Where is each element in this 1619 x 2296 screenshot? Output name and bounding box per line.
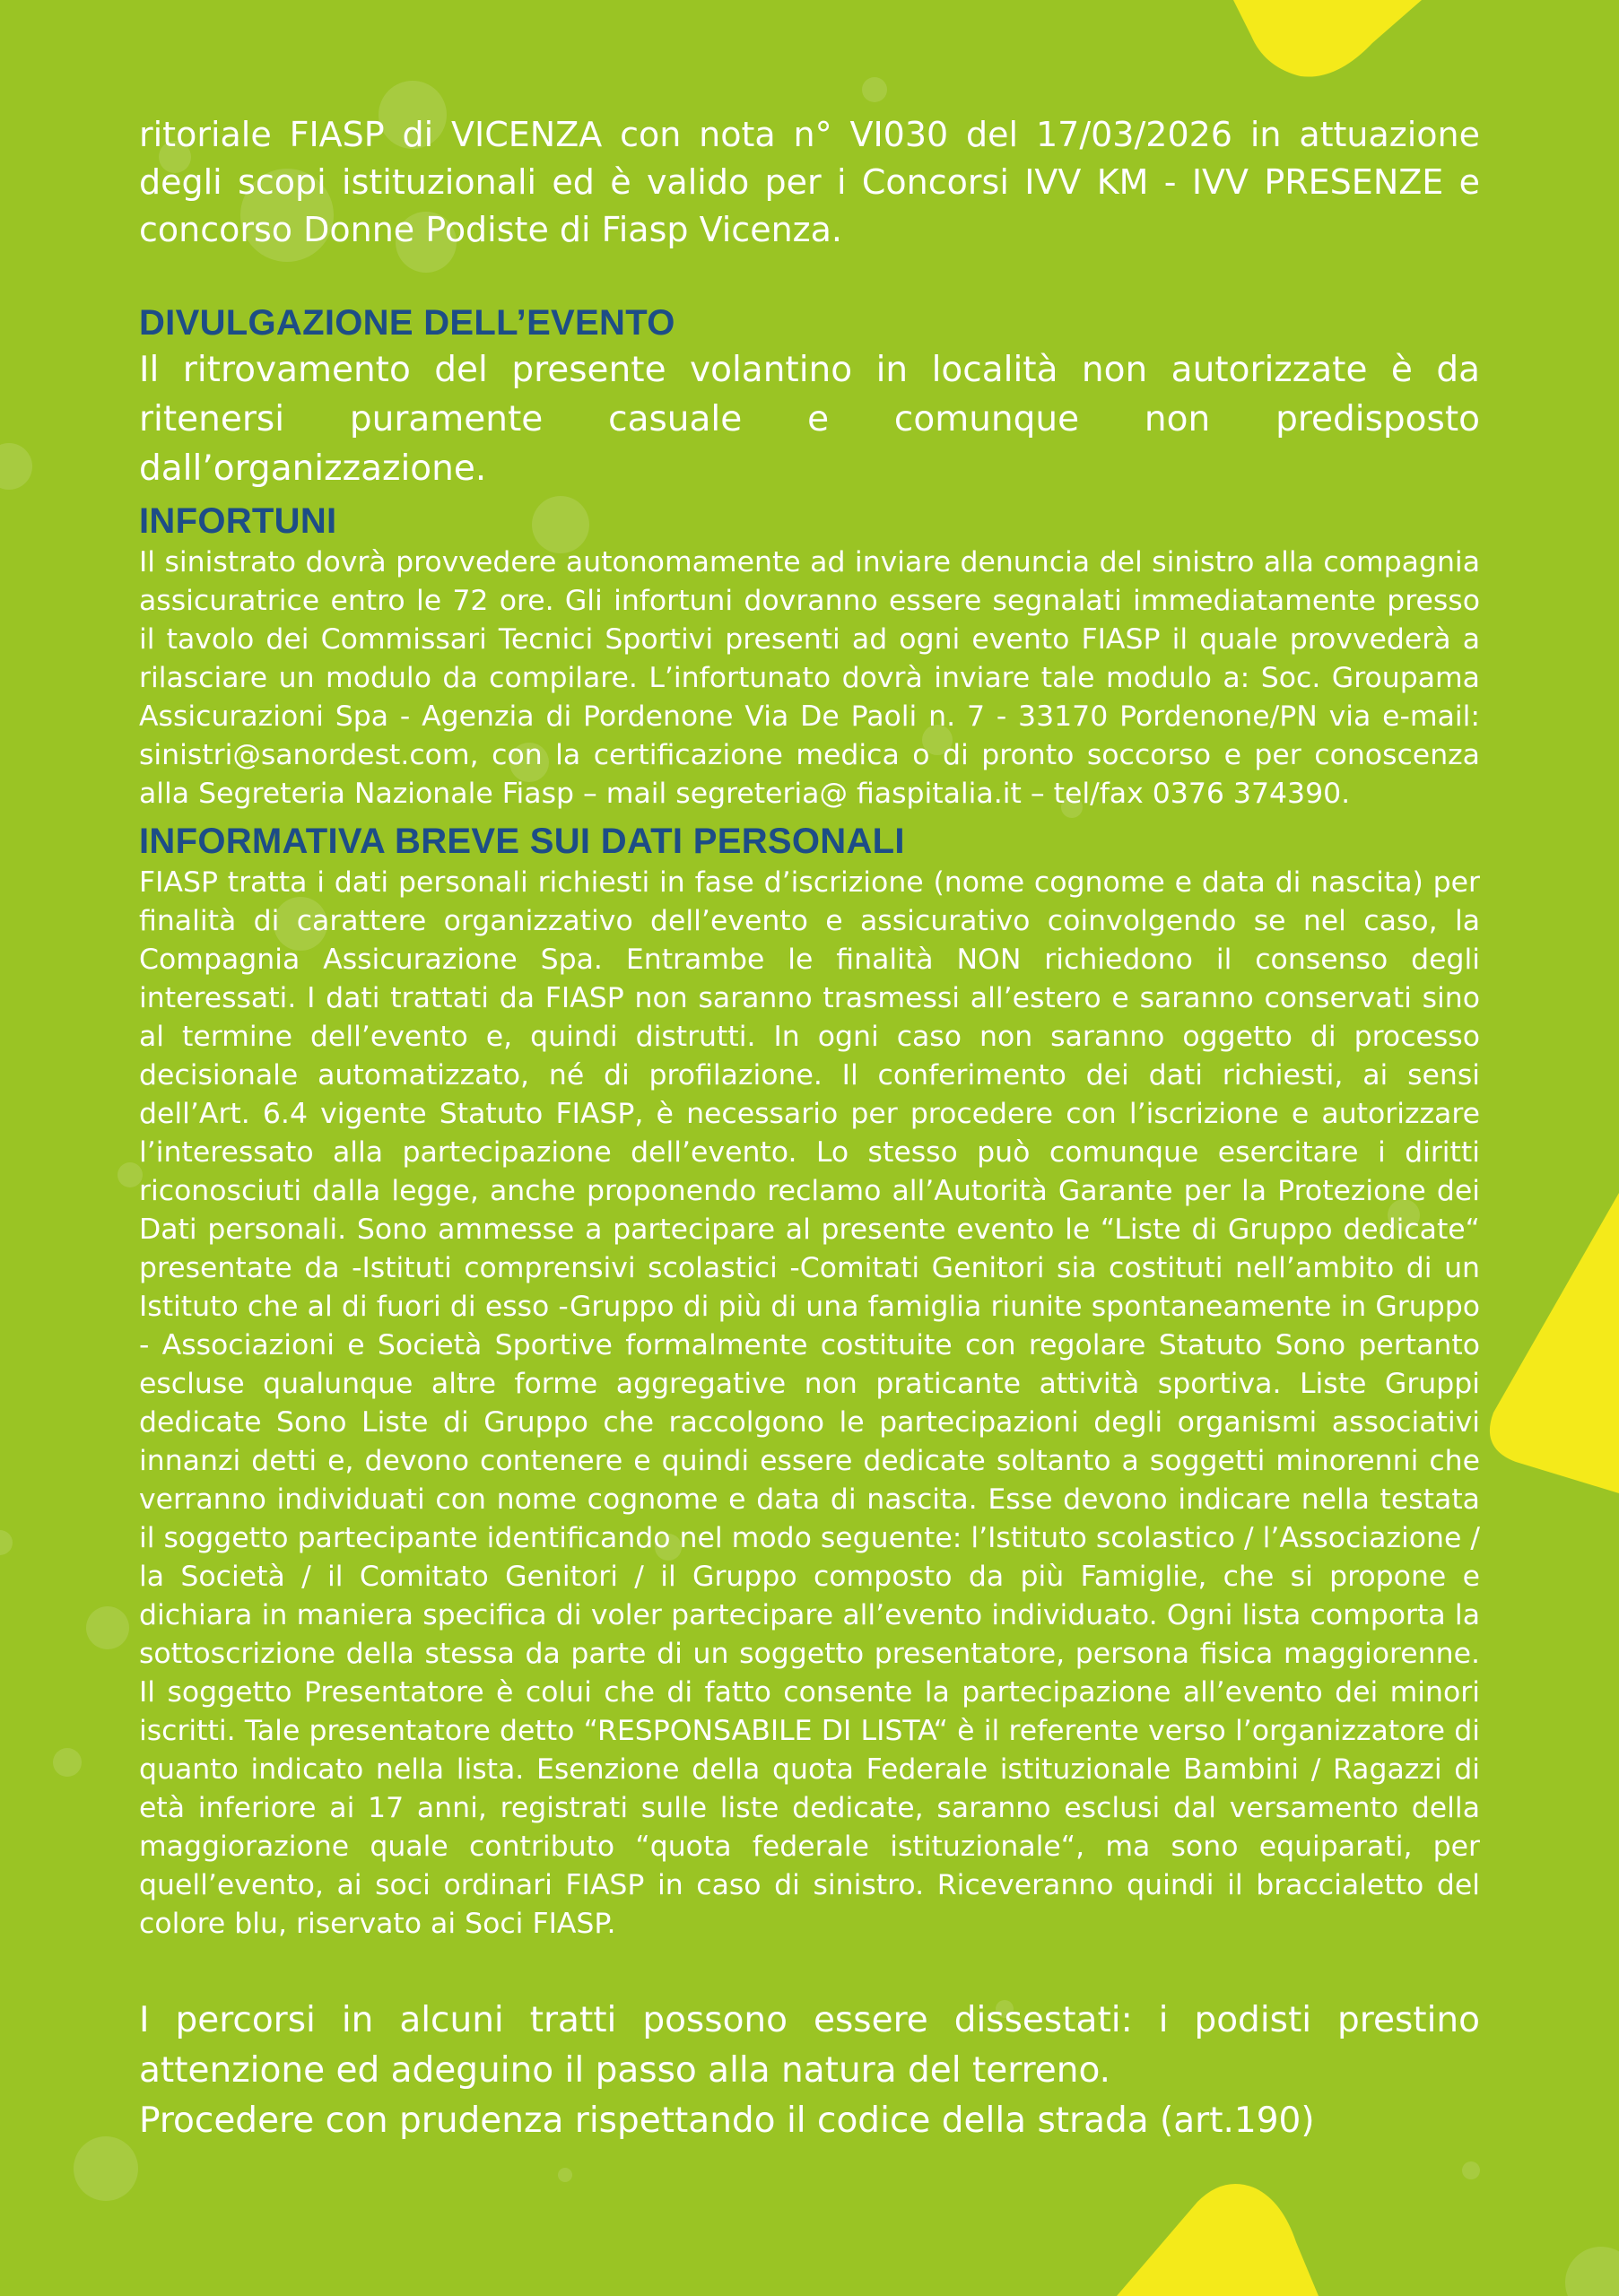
intro-paragraph: ritoriale FIASP di VICENZA con nota n° VI030 del 17/03/2026 in attuazione degli scopi istituzionali ed è valido per i Concorsi IVV KM - IVV PRESENZE e concorso Donne Podiste di Fiasp Vicenza.	[139, 115, 1480, 249]
road-code-note: Procedere con prudenza rispettando il codice della strada (art.190)	[139, 2100, 1315, 2141]
divulgazione-heading: DIVULGAZIONE DELL’EVENTO	[139, 303, 675, 343]
yellow-shape-top-right	[1233, 0, 1422, 77]
infortuni-paragraph: Il sinistrato dovrà provvedere autonomamente ad inviare denuncia del sinistro alla compagnia assicuratrice entro le 72 ore. Gli infortuni dovranno essere segnalati immediatamente presso il tavolo dei Commissari Tecnici Sportivi presenti ad ogni evento FIASP il quale provvederà a rilasciare un modulo da compilare. L’infortunato dovrà inviare tale modulo a: Soc. Groupama Assicurazioni Spa - Agenzia di Pordenone Via De Paoli n. 7 - 33170 Pordenone/PN via e-mail: sinistri@sanordest.com, con la certificazione medica o di pronto soccorso e per conoscenza alla Segreteria Nazionale Fiasp – mail segreteria@ fiaspitalia.it – tel/fax 0376 374390.	[139, 546, 1480, 810]
informativa-paragraph: FIASP tratta i dati personali richiesti in fase d’iscrizione (nome cognome e data di nascita) per finalità di carattere organizzativo dell’evento e assicurativo coinvolgendo se nel caso, la Compagnia Assicurazione Spa. Entrambe le finalità NON richiedono il consenso degli interessati. I dati trattati da FIASP non saranno trasmessi all’estero e saranno conservati sino al termine dell’evento e, quindi distrutti. In ogni caso non saranno oggetto di processo decisionale automatizzato, né di profilazione. Il conferimento dei dati richiesti, ai sensi dell’Art. 6.4 vigente Statuto FIASP, è necessario per procedere con l’iscrizione e autorizzare l’interessato alla partecipazione dell’evento. Lo stesso può comunque esercitare i diritti riconosciuti dalla legge, anche proponendo reclamo all’Autorità Garante per la Protezione dei Dati personali. Sono ammesse a partecipare al presente evento le “Liste di Gruppo dedicate“ presentate da -Istituti comprensivi scolastici -Comitati Genitori sia costituti nell’ambito di un Istituto che al di fuori di esso -Gruppo di più di una famiglia riunite spontaneamente in Gruppo - Associazioni e Società Sportive formalmente costituite con regolare Statuto Sono pertanto escluse qualunque altre forme aggregative non praticante attività sportiva. Liste Gruppi dedicate Sono Liste di Gruppo che raccolgono le partecipazioni degli organismi associativi innanzi detti e, devono contenere e quindi essere dedicate soltanto a soggetti minorenni che verranno individuati con nome cognome e data di nascita. Esse devono indicare nella testata il soggetto partecipante identificando nel modo seguente: l’Istituto scolastico / l’Associazione / la Società / il Comitato Genitori / il Gruppo composto da più Famiglie, che si propone e dichiara in maniera specifica di voler partecipare all’evento individuato. Ogni lista comporta la sottoscrizione della stessa da parte di un soggetto presentatore, persona fisica maggiorenne. Il soggetto Presentatore è colui che di fatto consente la partecipazione all’evento dei minori iscritti. Tale presentatore detto “RESPONSABILE DI LISTA“ è il referente verso l’organizzatore di quanto indicato nella lista. Esenzione della quota Federale istituzionale Bambini / Ragazzi di età inferiore ai 17 anni, registrati sulle liste dedicate, saranno esclusi dal versamento della maggiorazione quale contributo “quota federale istituzionale“, ma sono equiparati, per quell’evento, ai soci ordinari FIASP in caso di sinistro. Riceveranno quindi il braccialetto del colore blu, riservato ai Soci FIASP.	[139, 866, 1480, 1940]
document-body	[139, 111, 1480, 2146]
terrain-warning: I percorsi in alcuni tratti possono essere dissestati: i podisti prestino attenzione ed adeguino il passo alla natura del terreno.	[139, 2000, 1480, 2091]
divulgazione-paragraph: Il ritrovamento del presente volantino in località non autorizzate è da ritenersi puramente casuale e comunque non predisposto dall’organizzazione.	[139, 350, 1480, 489]
infortuni-heading: INFORTUNI	[139, 501, 337, 541]
yellow-shape-right	[1490, 1193, 1619, 1493]
informativa-heading: INFORMATIVA BREVE SUI DATI PERSONALI	[139, 822, 905, 861]
yellow-shape-bottom	[1117, 2184, 1319, 2296]
